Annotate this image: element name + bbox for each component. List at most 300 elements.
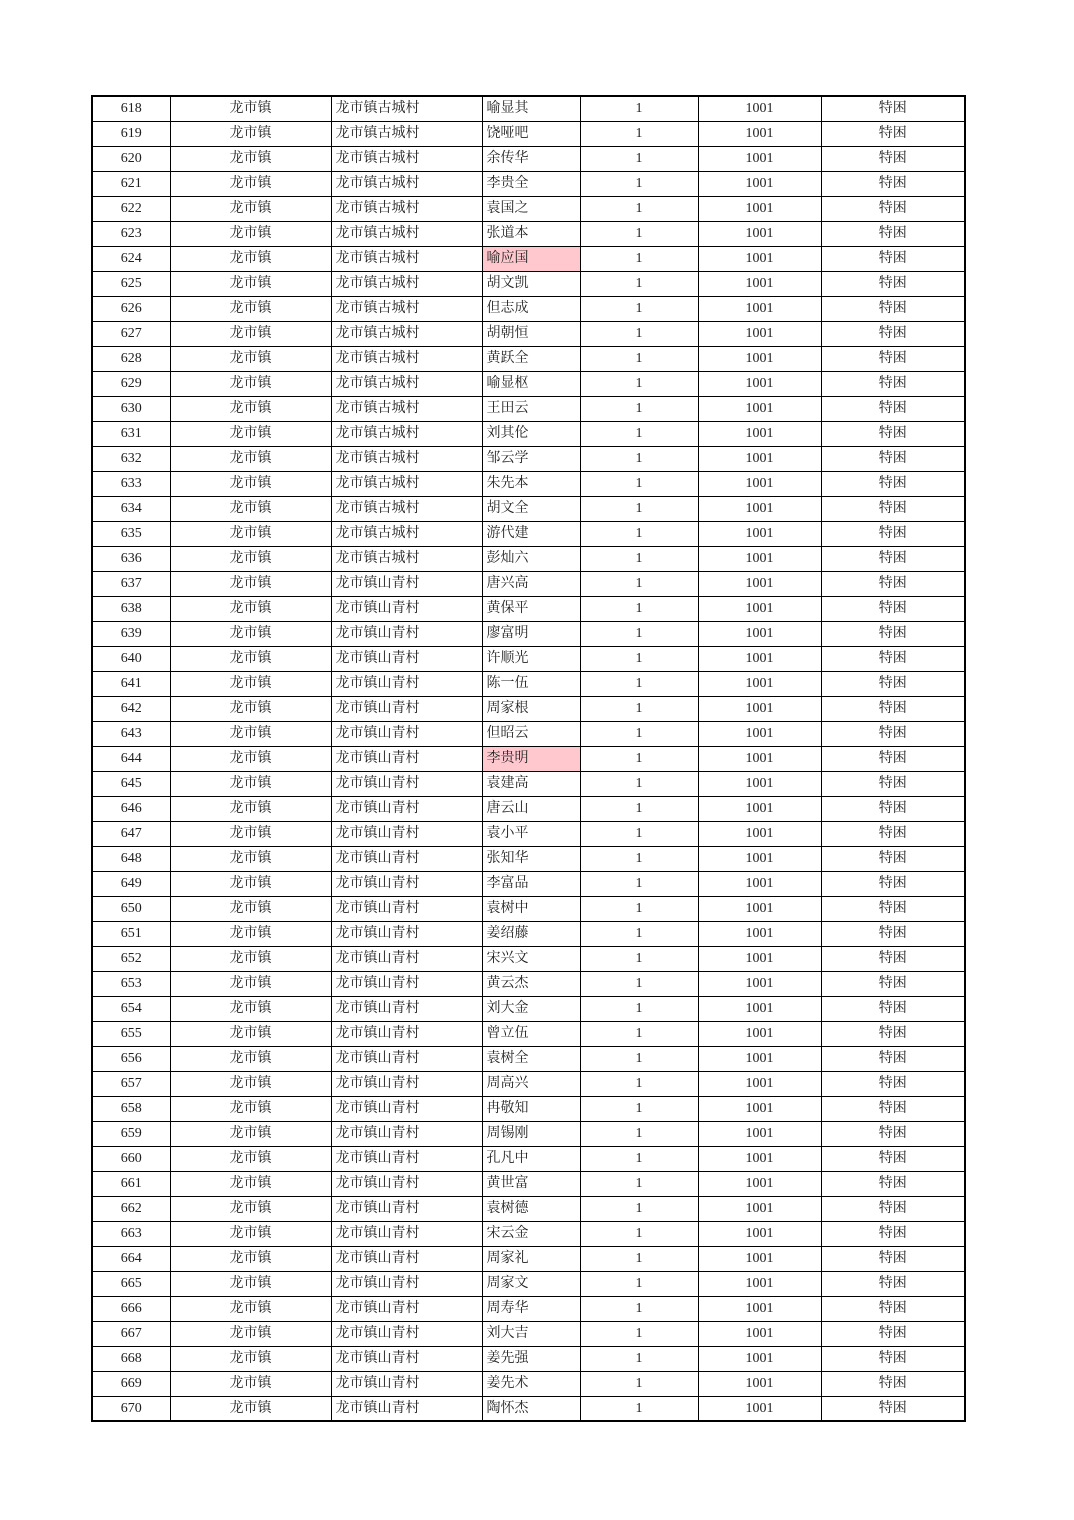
cell-no: 648 — [92, 846, 170, 871]
cell-category: 特困 — [821, 396, 965, 421]
cell-village: 龙市镇山青村 — [331, 571, 482, 596]
cell-name: 周家礼 — [482, 1246, 580, 1271]
cell-town: 龙市镇 — [170, 121, 331, 146]
cell-category: 特困 — [821, 1121, 965, 1146]
table-row — [92, 1096, 965, 1121]
cell-code: 1001 — [698, 121, 821, 146]
cell-persons: 1 — [580, 1396, 698, 1421]
cell-code: 1001 — [698, 371, 821, 396]
cell-name: 袁树德 — [482, 1196, 580, 1221]
cell-name: 张道本 — [482, 221, 580, 246]
cell-category: 特困 — [821, 346, 965, 371]
cell-town: 龙市镇 — [170, 771, 331, 796]
cell-category: 特困 — [821, 571, 965, 596]
table-row — [92, 1371, 965, 1396]
table-row — [92, 1271, 965, 1296]
cell-town: 龙市镇 — [170, 371, 331, 396]
cell-name: 周家根 — [482, 696, 580, 721]
table-row — [92, 946, 965, 971]
cell-no: 668 — [92, 1346, 170, 1371]
table-row — [92, 171, 965, 196]
cell-category: 特困 — [821, 996, 965, 1021]
cell-name: 袁树全 — [482, 1046, 580, 1071]
cell-village: 龙市镇山青村 — [331, 696, 482, 721]
cell-village: 龙市镇古城村 — [331, 271, 482, 296]
cell-persons: 1 — [580, 621, 698, 646]
cell-village: 龙市镇山青村 — [331, 596, 482, 621]
cell-code: 1001 — [698, 571, 821, 596]
cell-village: 龙市镇山青村 — [331, 1146, 482, 1171]
cell-no: 646 — [92, 796, 170, 821]
cell-name: 刘大吉 — [482, 1321, 580, 1346]
cell-persons: 1 — [580, 546, 698, 571]
cell-town: 龙市镇 — [170, 146, 331, 171]
cell-town: 龙市镇 — [170, 346, 331, 371]
cell-code: 1001 — [698, 171, 821, 196]
cell-persons: 1 — [580, 471, 698, 496]
cell-name: 喻显枢 — [482, 371, 580, 396]
cell-village: 龙市镇山青村 — [331, 871, 482, 896]
cell-name: 邹云学 — [482, 446, 580, 471]
cell-category: 特困 — [821, 746, 965, 771]
cell-code: 1001 — [698, 1021, 821, 1046]
cell-category: 特困 — [821, 1271, 965, 1296]
cell-category: 特困 — [821, 696, 965, 721]
cell-village: 龙市镇古城村 — [331, 146, 482, 171]
cell-persons: 1 — [580, 1121, 698, 1146]
table-row — [92, 796, 965, 821]
cell-no: 665 — [92, 1271, 170, 1296]
cell-town: 龙市镇 — [170, 646, 331, 671]
table-row — [92, 346, 965, 371]
cell-village: 龙市镇山青村 — [331, 1121, 482, 1146]
cell-persons: 1 — [580, 1046, 698, 1071]
cell-no: 630 — [92, 396, 170, 421]
cell-code: 1001 — [698, 1196, 821, 1221]
cell-category: 特困 — [821, 846, 965, 871]
table-row — [92, 146, 965, 171]
cell-name: 曾立伍 — [482, 1021, 580, 1046]
cell-town: 龙市镇 — [170, 1171, 331, 1196]
cell-category: 特困 — [821, 321, 965, 346]
table-row — [92, 446, 965, 471]
cell-name: 唐云山 — [482, 796, 580, 821]
table-row — [92, 1196, 965, 1221]
cell-village: 龙市镇古城村 — [331, 221, 482, 246]
cell-no: 651 — [92, 921, 170, 946]
cell-name: 喻显其 — [482, 96, 580, 121]
cell-persons: 1 — [580, 1246, 698, 1271]
cell-persons: 1 — [580, 1346, 698, 1371]
cell-name: 周锡刚 — [482, 1121, 580, 1146]
cell-village: 龙市镇古城村 — [331, 171, 482, 196]
cell-code: 1001 — [698, 521, 821, 546]
cell-town: 龙市镇 — [170, 671, 331, 696]
cell-persons: 1 — [580, 671, 698, 696]
cell-name: 黄云杰 — [482, 971, 580, 996]
cell-name: 袁树中 — [482, 896, 580, 921]
table-row — [92, 821, 965, 846]
cell-village: 龙市镇山青村 — [331, 1171, 482, 1196]
cell-town: 龙市镇 — [170, 496, 331, 521]
cell-village: 龙市镇山青村 — [331, 996, 482, 1021]
cell-category: 特困 — [821, 121, 965, 146]
cell-village: 龙市镇古城村 — [331, 346, 482, 371]
cell-no: 643 — [92, 721, 170, 746]
cell-village: 龙市镇山青村 — [331, 721, 482, 746]
cell-town: 龙市镇 — [170, 996, 331, 1021]
cell-persons: 1 — [580, 946, 698, 971]
cell-category: 特困 — [821, 1221, 965, 1246]
cell-town: 龙市镇 — [170, 1246, 331, 1271]
cell-code: 1001 — [698, 721, 821, 746]
cell-no: 635 — [92, 521, 170, 546]
cell-town: 龙市镇 — [170, 721, 331, 746]
cell-name: 刘大金 — [482, 996, 580, 1021]
table-row — [92, 571, 965, 596]
cell-town: 龙市镇 — [170, 796, 331, 821]
cell-town: 龙市镇 — [170, 871, 331, 896]
cell-name: 冉敬知 — [482, 1096, 580, 1121]
cell-no: 653 — [92, 971, 170, 996]
cell-code: 1001 — [698, 1171, 821, 1196]
table-row — [92, 396, 965, 421]
cell-category: 特困 — [821, 971, 965, 996]
cell-persons: 1 — [580, 846, 698, 871]
cell-code: 1001 — [698, 1221, 821, 1246]
cell-category: 特困 — [821, 1171, 965, 1196]
table-row — [92, 871, 965, 896]
cell-village: 龙市镇山青村 — [331, 1271, 482, 1296]
cell-name: 廖富明 — [482, 621, 580, 646]
cell-category: 特困 — [821, 146, 965, 171]
cell-category: 特困 — [821, 646, 965, 671]
cell-persons: 1 — [580, 596, 698, 621]
cell-town: 龙市镇 — [170, 171, 331, 196]
table-row — [92, 271, 965, 296]
cell-code: 1001 — [698, 221, 821, 246]
cell-no: 631 — [92, 421, 170, 446]
cell-no: 639 — [92, 621, 170, 646]
table-row — [92, 771, 965, 796]
cell-town: 龙市镇 — [170, 1071, 331, 1096]
cell-category: 特困 — [821, 921, 965, 946]
cell-category: 特困 — [821, 671, 965, 696]
cell-village: 龙市镇山青村 — [331, 846, 482, 871]
cell-town: 龙市镇 — [170, 196, 331, 221]
cell-code: 1001 — [698, 1296, 821, 1321]
cell-no: 660 — [92, 1146, 170, 1171]
cell-name: 李富品 — [482, 871, 580, 896]
table-row — [92, 296, 965, 321]
cell-code: 1001 — [698, 146, 821, 171]
cell-no: 659 — [92, 1121, 170, 1146]
cell-town: 龙市镇 — [170, 746, 331, 771]
cell-name: 黄世富 — [482, 1171, 580, 1196]
cell-persons: 1 — [580, 696, 698, 721]
cell-code: 1001 — [698, 696, 821, 721]
cell-no: 625 — [92, 271, 170, 296]
cell-persons: 1 — [580, 1221, 698, 1246]
cell-category: 特困 — [821, 446, 965, 471]
cell-no: 666 — [92, 1296, 170, 1321]
cell-persons: 1 — [580, 396, 698, 421]
cell-category: 特困 — [821, 1096, 965, 1121]
cell-code: 1001 — [698, 346, 821, 371]
cell-no: 655 — [92, 1021, 170, 1046]
cell-persons: 1 — [580, 521, 698, 546]
cell-village: 龙市镇山青村 — [331, 1021, 482, 1046]
cell-category: 特困 — [821, 546, 965, 571]
cell-no: 649 — [92, 871, 170, 896]
table-row — [92, 1171, 965, 1196]
cell-category: 特困 — [821, 821, 965, 846]
cell-town: 龙市镇 — [170, 1221, 331, 1246]
cell-persons: 1 — [580, 646, 698, 671]
table-row — [92, 671, 965, 696]
cell-town: 龙市镇 — [170, 246, 331, 271]
cell-category: 特困 — [821, 771, 965, 796]
cell-code: 1001 — [698, 621, 821, 646]
cell-category: 特困 — [821, 1046, 965, 1071]
cell-name: 唐兴高 — [482, 571, 580, 596]
cell-town: 龙市镇 — [170, 896, 331, 921]
cell-code: 1001 — [698, 646, 821, 671]
cell-persons: 1 — [580, 1146, 698, 1171]
cell-code: 1001 — [698, 671, 821, 696]
beneficiary-table — [91, 95, 966, 1422]
cell-town: 龙市镇 — [170, 621, 331, 646]
cell-persons: 1 — [580, 971, 698, 996]
cell-code: 1001 — [698, 796, 821, 821]
table-row — [92, 496, 965, 521]
cell-name: 余传华 — [482, 146, 580, 171]
cell-persons: 1 — [580, 771, 698, 796]
cell-no: 629 — [92, 371, 170, 396]
cell-name: 但昭云 — [482, 721, 580, 746]
cell-name: 袁小平 — [482, 821, 580, 846]
cell-town: 龙市镇 — [170, 1046, 331, 1071]
cell-town: 龙市镇 — [170, 271, 331, 296]
cell-village: 龙市镇山青村 — [331, 921, 482, 946]
cell-persons: 1 — [580, 421, 698, 446]
cell-no: 654 — [92, 996, 170, 1021]
cell-category: 特困 — [821, 1321, 965, 1346]
cell-persons: 1 — [580, 1096, 698, 1121]
cell-category: 特困 — [821, 221, 965, 246]
cell-persons: 1 — [580, 821, 698, 846]
cell-no: 662 — [92, 1196, 170, 1221]
cell-name: 张知华 — [482, 846, 580, 871]
cell-persons: 1 — [580, 721, 698, 746]
cell-no: 657 — [92, 1071, 170, 1096]
cell-village: 龙市镇古城村 — [331, 521, 482, 546]
cell-town: 龙市镇 — [170, 846, 331, 871]
cell-town: 龙市镇 — [170, 221, 331, 246]
cell-code: 1001 — [698, 946, 821, 971]
cell-code: 1001 — [698, 996, 821, 1021]
cell-town: 龙市镇 — [170, 946, 331, 971]
cell-name: 彭灿六 — [482, 546, 580, 571]
cell-name: 许顺光 — [482, 646, 580, 671]
table-row — [92, 96, 965, 121]
table-row — [92, 1146, 965, 1171]
cell-no: 628 — [92, 346, 170, 371]
cell-persons: 1 — [580, 1021, 698, 1046]
cell-code: 1001 — [698, 1121, 821, 1146]
cell-code: 1001 — [698, 421, 821, 446]
cell-no: 634 — [92, 496, 170, 521]
cell-village: 龙市镇山青村 — [331, 771, 482, 796]
cell-code: 1001 — [698, 296, 821, 321]
cell-no: 633 — [92, 471, 170, 496]
cell-code: 1001 — [698, 821, 821, 846]
table-row — [92, 1021, 965, 1046]
cell-village: 龙市镇山青村 — [331, 1396, 482, 1421]
cell-persons: 1 — [580, 1171, 698, 1196]
cell-village: 龙市镇山青村 — [331, 796, 482, 821]
cell-no: 664 — [92, 1246, 170, 1271]
cell-persons: 1 — [580, 1321, 698, 1346]
cell-town: 龙市镇 — [170, 321, 331, 346]
cell-village: 龙市镇古城村 — [331, 121, 482, 146]
cell-persons: 1 — [580, 96, 698, 121]
cell-no: 624 — [92, 246, 170, 271]
cell-name: 胡文凯 — [482, 271, 580, 296]
cell-name: 李贵明 — [482, 746, 580, 771]
cell-no: 623 — [92, 221, 170, 246]
cell-persons: 1 — [580, 1271, 698, 1296]
cell-code: 1001 — [698, 1096, 821, 1121]
cell-persons: 1 — [580, 746, 698, 771]
table-row — [92, 196, 965, 221]
cell-name: 但志成 — [482, 296, 580, 321]
table-row — [92, 221, 965, 246]
cell-name: 饶哑吧 — [482, 121, 580, 146]
cell-code: 1001 — [698, 746, 821, 771]
table-row — [92, 1321, 965, 1346]
cell-town: 龙市镇 — [170, 1271, 331, 1296]
cell-persons: 1 — [580, 1371, 698, 1396]
cell-town: 龙市镇 — [170, 571, 331, 596]
cell-name: 袁国之 — [482, 196, 580, 221]
table-row — [92, 1221, 965, 1246]
cell-code: 1001 — [698, 1321, 821, 1346]
cell-town: 龙市镇 — [170, 296, 331, 321]
cell-village: 龙市镇古城村 — [331, 421, 482, 446]
cell-village: 龙市镇山青村 — [331, 1246, 482, 1271]
cell-town: 龙市镇 — [170, 971, 331, 996]
cell-village: 龙市镇古城村 — [331, 446, 482, 471]
table-row — [92, 1121, 965, 1146]
cell-no: 618 — [92, 96, 170, 121]
cell-code: 1001 — [698, 471, 821, 496]
cell-code: 1001 — [698, 196, 821, 221]
cell-town: 龙市镇 — [170, 1371, 331, 1396]
cell-persons: 1 — [580, 1071, 698, 1096]
cell-village: 龙市镇山青村 — [331, 1096, 482, 1121]
table-row — [92, 646, 965, 671]
cell-code: 1001 — [698, 1346, 821, 1371]
cell-persons: 1 — [580, 796, 698, 821]
table-row — [92, 896, 965, 921]
table-row — [92, 1246, 965, 1271]
cell-category: 特困 — [821, 1021, 965, 1046]
cell-no: 622 — [92, 196, 170, 221]
cell-persons: 1 — [580, 896, 698, 921]
cell-name: 陈一伍 — [482, 671, 580, 696]
cell-category: 特困 — [821, 1146, 965, 1171]
cell-no: 667 — [92, 1321, 170, 1346]
table-row — [92, 921, 965, 946]
cell-name: 黄跃全 — [482, 346, 580, 371]
cell-no: 642 — [92, 696, 170, 721]
cell-code: 1001 — [698, 596, 821, 621]
cell-no: 644 — [92, 746, 170, 771]
cell-persons: 1 — [580, 1196, 698, 1221]
cell-village: 龙市镇山青村 — [331, 1371, 482, 1396]
cell-code: 1001 — [698, 1371, 821, 1396]
cell-code: 1001 — [698, 771, 821, 796]
cell-village: 龙市镇山青村 — [331, 1346, 482, 1371]
cell-code: 1001 — [698, 446, 821, 471]
cell-name: 姜绍藤 — [482, 921, 580, 946]
cell-category: 特困 — [821, 171, 965, 196]
cell-village: 龙市镇古城村 — [331, 471, 482, 496]
cell-name: 姜先术 — [482, 1371, 580, 1396]
cell-category: 特困 — [821, 296, 965, 321]
cell-no: 637 — [92, 571, 170, 596]
table-row — [92, 471, 965, 496]
cell-name: 胡文全 — [482, 496, 580, 521]
cell-persons: 1 — [580, 996, 698, 1021]
cell-village: 龙市镇山青村 — [331, 1296, 482, 1321]
cell-no: 638 — [92, 596, 170, 621]
cell-name: 朱先本 — [482, 471, 580, 496]
cell-town: 龙市镇 — [170, 1146, 331, 1171]
cell-no: 650 — [92, 896, 170, 921]
cell-town: 龙市镇 — [170, 396, 331, 421]
table-row — [92, 596, 965, 621]
cell-persons: 1 — [580, 1296, 698, 1321]
records-tbody — [92, 96, 965, 1421]
cell-village: 龙市镇古城村 — [331, 196, 482, 221]
cell-village: 龙市镇山青村 — [331, 821, 482, 846]
cell-no: 636 — [92, 546, 170, 571]
cell-persons: 1 — [580, 371, 698, 396]
cell-town: 龙市镇 — [170, 96, 331, 121]
cell-town: 龙市镇 — [170, 546, 331, 571]
table-row — [92, 1071, 965, 1096]
cell-town: 龙市镇 — [170, 471, 331, 496]
cell-name: 喻应国 — [482, 246, 580, 271]
cell-code: 1001 — [698, 846, 821, 871]
cell-village: 龙市镇山青村 — [331, 746, 482, 771]
cell-code: 1001 — [698, 496, 821, 521]
table-row — [92, 996, 965, 1021]
cell-village: 龙市镇山青村 — [331, 1196, 482, 1221]
cell-no: 663 — [92, 1221, 170, 1246]
table-row — [92, 1046, 965, 1071]
cell-no: 619 — [92, 121, 170, 146]
cell-village: 龙市镇古城村 — [331, 496, 482, 521]
cell-category: 特困 — [821, 521, 965, 546]
cell-persons: 1 — [580, 871, 698, 896]
cell-category: 特困 — [821, 1346, 965, 1371]
cell-town: 龙市镇 — [170, 1396, 331, 1421]
cell-no: 632 — [92, 446, 170, 471]
cell-code: 1001 — [698, 871, 821, 896]
